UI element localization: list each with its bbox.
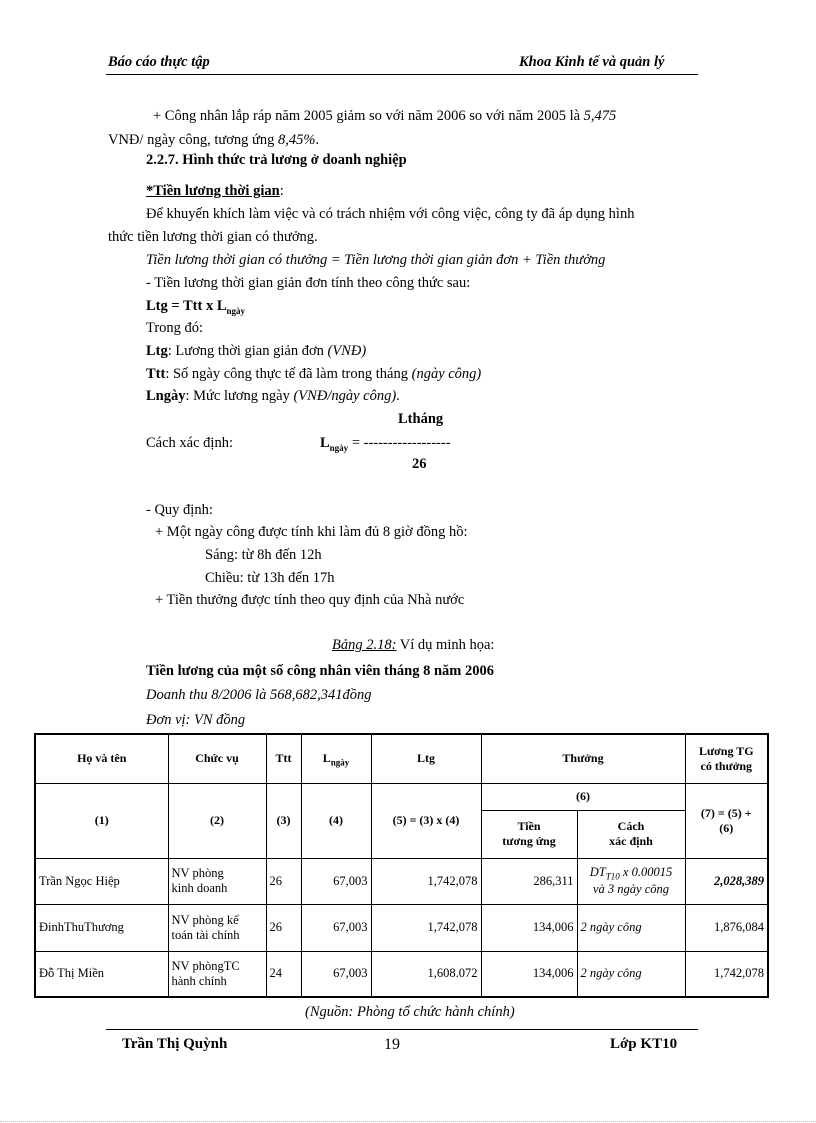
col-position-header: Chức vụ <box>168 734 266 783</box>
header-row-2 <box>35 783 768 810</box>
subsection-heading: *Tiền lương thời gian: <box>146 183 284 199</box>
header-left: Báo cáo thực tập <box>108 54 210 70</box>
num-7: (7) = (5) + (6) <box>685 783 768 858</box>
num-4: (4) <box>301 783 371 858</box>
calc-fraction-line: $L_{ngày}$ = ------------------ <box>320 435 451 453</box>
table-caption: Bảng 2.18: Ví dụ minh họa: <box>332 637 495 653</box>
revenue-line: Doanh thu 8/2006 là 568,682,341đồng <box>146 687 372 703</box>
fraction-denominator: 26 <box>412 456 427 472</box>
table-title: Tiền lương của một số công nhân viên tháng 8 năm 2006 <box>146 663 495 679</box>
paragraph-1b: thức tiền lương thời gian có thưởng. <box>108 229 318 245</box>
col-ltg-header: Ltg <box>371 734 481 783</box>
rules-heading: - Quy định: <box>146 502 213 518</box>
header-row-1 <box>35 734 768 783</box>
table-row: Đỗ Thị Miền NV phòngTC hành chính 24 67,003 1,608.072 134,006 2 ngày công 1,742,078 <box>35 951 768 997</box>
num-5: (5) = (3) x (4) <box>371 783 481 858</box>
fraction-numerator: Ltháng <box>398 411 444 427</box>
body-line-1: + Công nhân lắp ráp năm 2005 giảm so với năm 2006 so với năm 2005 là 5,475 <box>153 108 617 124</box>
footer-rule <box>106 1029 698 1030</box>
col-name-header: Họ và tên <box>35 734 168 783</box>
page-edge <box>0 1121 816 1122</box>
calc-label: Cách xác định: <box>146 435 233 451</box>
table-row: ĐinhThuThương NV phòng kế toán tài chính 26 67,003 1,742,078 134,006 2 ngày công 1,876,084 <box>35 904 768 951</box>
definition-lngay: Lngày: Mức lương ngày (VNĐ/ngày công). <box>146 388 400 404</box>
salary-table <box>34 733 769 998</box>
rule-1-afternoon: Chiều: từ 13h đến 17h <box>205 570 335 586</box>
rule-2: + Tiền thưởng được tính theo quy định của Nhà nước <box>155 592 465 608</box>
num-6: (6) <box>481 783 685 810</box>
formula-line: Tiền lương thời gian có thưởng = Tiền lương thời gian giản đơn + Tiền thưởng <box>146 252 606 268</box>
paragraph-1a: Để khuyến khích làm việc và có trách nhiệm với công việc, công ty đã áp dụng hình <box>146 206 635 222</box>
definition-ttt: Ttt: Số ngày công thực tế đã làm trong tháng (ngày công) <box>146 366 482 382</box>
simple-wage-line: - Tiền lương thời gian giản đơn tính theo công thức sau: <box>146 275 471 291</box>
rule-1: + Một ngày công được tính khi làm đủ 8 giờ đồng hồ: <box>155 524 468 540</box>
col-ttt-header: Ttt <box>266 734 301 783</box>
formula-main: Ltg = Ttt x $L_{ngày}$ <box>146 298 246 316</box>
unit-line: Đơn vị: VN đồng <box>146 712 246 728</box>
section-heading: 2.2.7. Hình thức trả lương ở doanh nghiệp <box>146 152 407 168</box>
footer-class: Lớp KT10 <box>610 1036 678 1052</box>
page-number: 19 <box>384 1036 400 1053</box>
header-right: Khoa Kinh tế và quản lý <box>519 54 665 70</box>
where-label: Trong đó: <box>146 320 204 336</box>
rule-1-morning: Sáng: từ 8h đến 12h <box>205 547 322 563</box>
col-lngay-header: $L_{ngày}$ <box>301 734 371 783</box>
header-rule <box>106 74 698 75</box>
footer-author: Trần Thị Quỳnh <box>122 1036 228 1052</box>
table-row: Trần Ngọc Hiệp NV phòng kinh doanh 26 67,003 1,742,078 286,311 $DT_{T10}$ x 0.00015 và 3 ngày công 2,028,389 <box>35 858 768 904</box>
bonus-amount-header: Tiền tương ứng <box>481 810 577 858</box>
num-3: (3) <box>266 783 301 858</box>
num-2: (2) <box>168 783 266 858</box>
bonus-how-header: Cách xác định <box>577 810 685 858</box>
body-line-2: VNĐ/ ngày công, tương ứng 8,45%. <box>108 132 320 148</box>
num-1: (1) <box>35 783 168 858</box>
col-bonus-header: Thưởng <box>481 734 685 783</box>
source-note: (Nguồn: Phòng tổ chức hành chính) <box>305 1004 515 1020</box>
col-total-header: Lương TG có thưởng <box>685 734 768 783</box>
definition-ltg: Ltg: Lương thời gian giản đơn (VNĐ) <box>146 343 367 359</box>
